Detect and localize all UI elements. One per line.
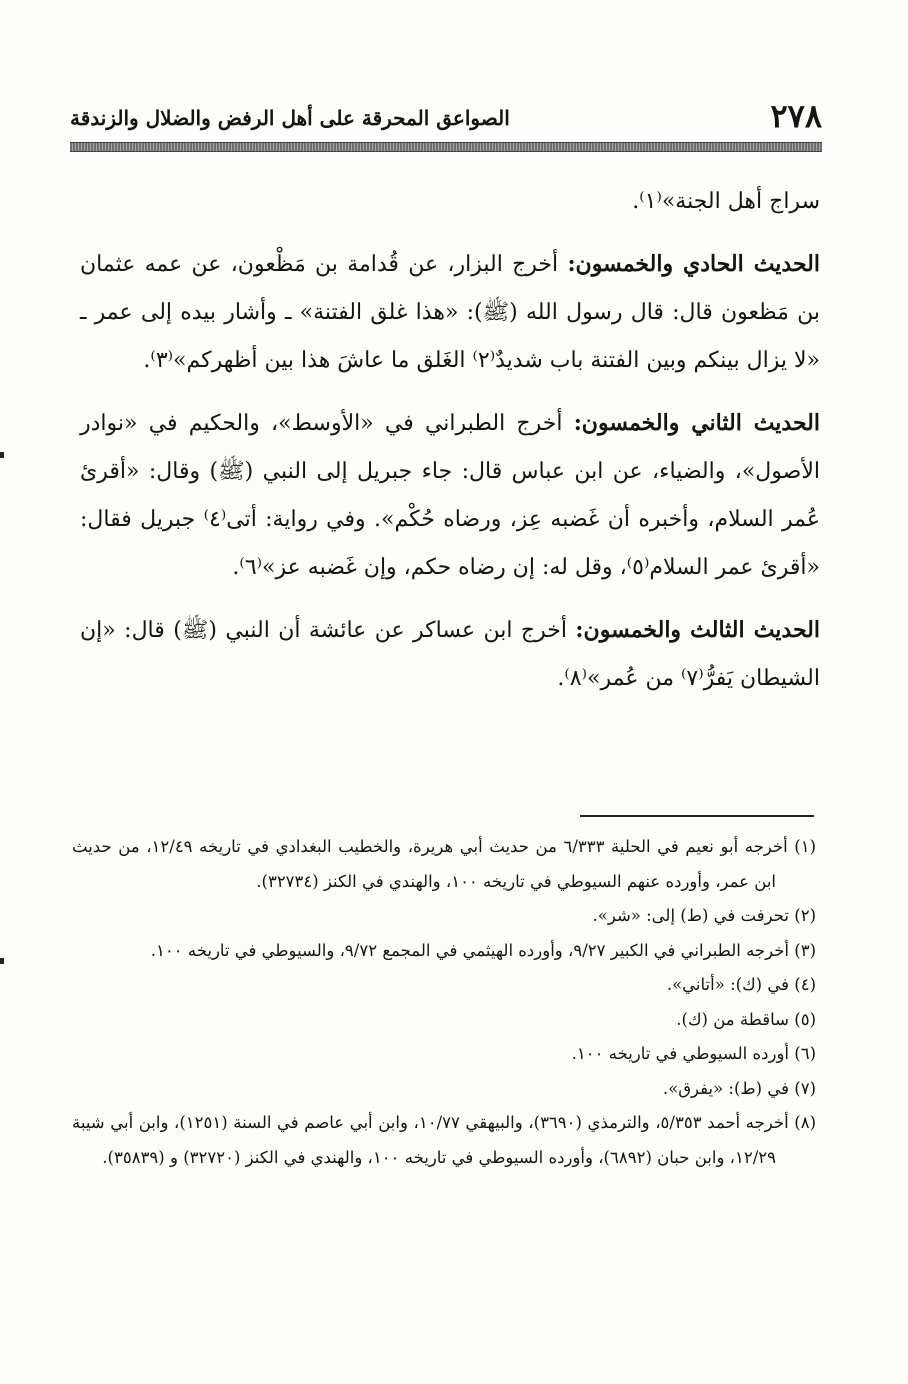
footnote-7: (٧) في (ط): «يفرق».	[662, 1078, 816, 1098]
paragraph-text: أخرج ابن عساكر عن عائشة أن النبي (ﷺ) قال: «إن الشيطان يَفرُّ⁽٧⁾ من عُمر»⁽٨⁾.	[80, 618, 820, 691]
footnote-5: (٥) ساقطة من (ك).	[676, 1009, 816, 1029]
main-text	[80, 178, 820, 717]
paragraph-text: أخرج البزار، عن قُدامة بن مَظْعون، عن عمه عثمان بن مَظعون قال: قال رسول الله (ﷺ): «هذا غلق الفتنة» ـ وأشار بيده إلى عمر ـ «لا يزال بينكم وبين الفتنة باب شديدٌ⁽٢⁾ الغَلق ما عاشَ هذا بين أظهركم»⁽٣⁾.	[80, 252, 820, 373]
hadith-52-paragraph	[80, 399, 820, 592]
hadith-heading: الحديث الثاني والخمسون:	[573, 410, 820, 436]
paragraph-continuation	[80, 178, 820, 226]
hadith-51-paragraph	[80, 240, 820, 385]
footnote-1: (١) أخرجه أبو نعيم في الحلية ٦/٣٣٣ من حديث أبي هريرة، والخطيب البغدادي في تاريخه ١٢/٤٩، من حديث ابن عمر، وأورده عنهم السيوطي في تاريخه ١٠٠، والهندي في الكنز (٣٢٧٣٤).	[72, 837, 816, 891]
scan-edge-mark	[0, 958, 4, 964]
footnote-6: (٦) أورده السيوطي في تاريخه ١٠٠.	[571, 1044, 816, 1063]
footnote-separator	[580, 815, 814, 817]
running-title: الصواعق المحرقة على أهل الرفض والضلال والزندقة	[70, 106, 510, 130]
page-number: ٢٧٨	[770, 97, 822, 135]
paragraph-text: سراج أهل الجنة»⁽١⁾.	[632, 189, 820, 214]
hadith-heading: الحديث الثالث والخمسون:	[575, 617, 820, 643]
hadith-heading: الحديث الحادي والخمسون:	[567, 251, 820, 277]
footnote-8: (٨) أخرجه أحمد ٥/٣٥٣، والترمذي (٣٦٩٠)، والبيهقي ١٠/٧٧، وابن أبي عاصم في السنة (١٢٥١)، وابن أبي شيبة ١٢/٢٩، وابن حبان (٦٨٩٢)، وأورده السيوطي في تاريخه ١٠٠، والهندي في الكنز (٣٢٧٢٠) و (٣٥٨٣٩).	[72, 1113, 816, 1167]
scan-edge-mark	[0, 452, 4, 458]
paragraph-text: أخرج الطبراني في «الأوسط»، والحكيم في «نوادر الأصول»، والضياء، عن ابن عباس قال: جاء جبريل إلى النبي (ﷺ) وقال: «أقرئ عُمر السلام، وأخبره أن غَضبه عِز، ورضاه حُكْم». وفي رواية: أتى⁽٤⁾ جبريل فقال: «أقرئ عمر السلام⁽٥⁾، وقل له: إن رضاه حكم، وإن غَضبه عز»⁽٦⁾.	[80, 411, 820, 580]
hadith-53-paragraph	[80, 606, 820, 703]
header-rule	[70, 142, 822, 152]
footnote-2: (٢) تحرفت في (ط) إلى: «شر».	[592, 906, 816, 925]
page-header	[70, 88, 822, 135]
footnotes	[72, 830, 816, 1175]
footnote-3: (٣) أخرجه الطبراني في الكبير ٩/٢٧، وأورده الهيثمي في المجمع ٩/٧٢، والسيوطي في تاريخه ١٠٠.	[150, 940, 816, 960]
footnote-4: (٤) في (ك): «أتاني».	[666, 975, 816, 994]
